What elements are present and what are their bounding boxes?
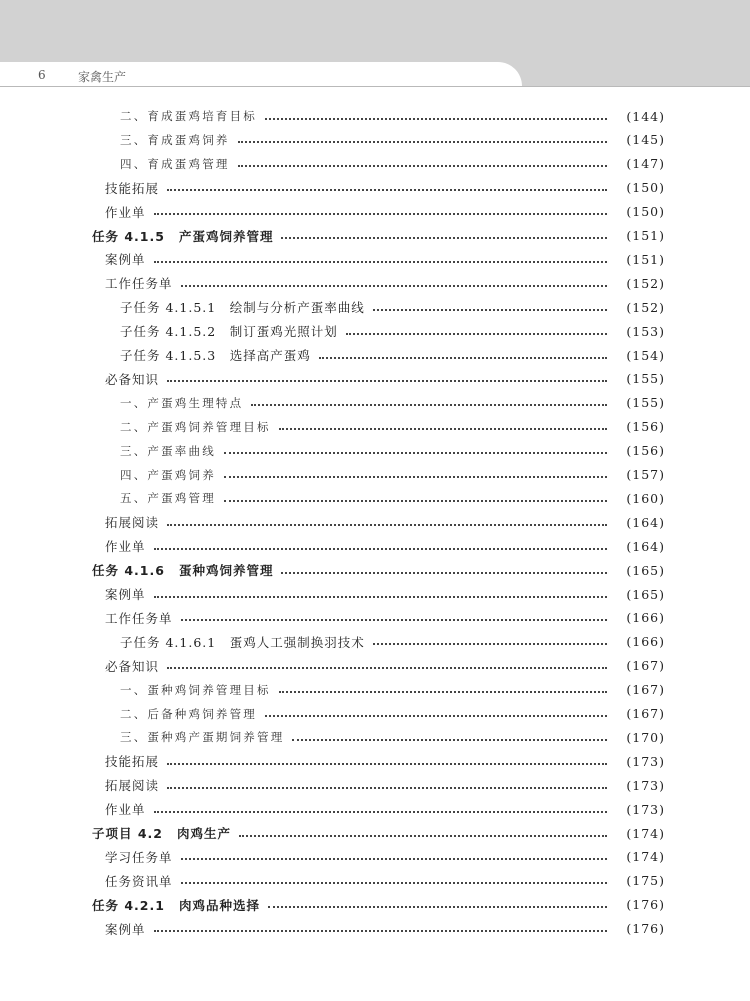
toc-page-number: (165)	[626, 562, 665, 578]
toc-leader-dots	[154, 260, 607, 263]
toc-page-number: (151)	[626, 251, 665, 267]
toc-page-number: (145)	[626, 132, 665, 148]
toc-row[interactable]	[0, 153, 750, 175]
toc-row[interactable]	[0, 464, 750, 486]
toc-row[interactable]	[0, 105, 750, 127]
toc-row[interactable]	[0, 583, 750, 605]
toc-leader-dots	[181, 881, 607, 884]
toc-entry-number: 任务 4.1.6	[92, 563, 165, 579]
toc-row[interactable]	[0, 320, 750, 342]
toc-page-number: (166)	[626, 610, 665, 626]
header-rule	[0, 86, 750, 87]
toc-leader-dots	[181, 284, 607, 287]
toc-entry-title: 子任务 4.1.6.1 蛋鸡人工强制换羽技术	[120, 634, 365, 650]
toc-leader-dots	[154, 212, 607, 215]
toc-entry-title: 作业单	[105, 539, 146, 555]
toc-entry-title: 任务资讯单	[105, 873, 173, 889]
toc-entry-title: 二、后备种鸡饲养管理	[120, 706, 257, 721]
toc-entry-title: 子任务 4.1.5.2 制订蛋鸡光照计划	[120, 324, 338, 340]
toc-row[interactable]	[0, 846, 750, 868]
toc-leader-dots	[265, 714, 607, 717]
toc-row[interactable]	[0, 225, 750, 247]
toc-page-number: (144)	[626, 108, 665, 124]
toc-page-number: (147)	[626, 156, 665, 172]
toc-row[interactable]	[0, 679, 750, 701]
toc-page-number: (150)	[626, 204, 665, 220]
toc-row[interactable]	[0, 535, 750, 557]
toc-row[interactable]	[0, 918, 750, 940]
toc-leader-dots	[154, 547, 607, 550]
toc-row[interactable]	[0, 392, 750, 414]
toc-page-number: (176)	[626, 897, 665, 913]
toc-page-number: (156)	[626, 419, 665, 435]
toc-entry-title: 三、蛋种鸡产蛋期饲养管理	[120, 730, 285, 745]
toc-leader-dots	[281, 571, 607, 574]
toc-entry-title: 五、产蛋鸡管理	[120, 491, 216, 506]
toc-entry-title: 二、育成蛋鸡培育目标	[120, 109, 257, 123]
toc-row[interactable]	[0, 248, 750, 270]
toc-entry-title: 三、产蛋率曲线	[120, 443, 216, 458]
toc-row[interactable]	[0, 703, 750, 725]
toc-row[interactable]	[0, 416, 750, 438]
toc-page-number: (157)	[626, 467, 665, 482]
toc-row[interactable]	[0, 774, 750, 796]
toc-row[interactable]	[0, 822, 750, 844]
toc-entry-title: 工作任务单	[105, 610, 173, 626]
toc-page-number: (175)	[626, 873, 665, 889]
toc-page-number: (152)	[626, 299, 665, 315]
toc-entry-title	[92, 227, 273, 245]
toc-entry-title: 作业单	[105, 204, 146, 220]
toc-entry-name: 肉鸡生产	[177, 826, 232, 841]
toc-leader-dots	[154, 810, 607, 813]
toc-page-number: (167)	[626, 658, 665, 674]
toc-leader-dots	[167, 786, 607, 789]
toc-row[interactable]	[0, 511, 750, 533]
toc-row[interactable]	[0, 631, 750, 653]
toc-leader-dots	[167, 188, 607, 191]
toc-page-number: (160)	[626, 490, 665, 506]
toc-leader-dots	[239, 834, 607, 837]
toc-row[interactable]	[0, 870, 750, 892]
toc-page-number: (174)	[626, 825, 665, 841]
toc-row[interactable]	[0, 726, 750, 748]
toc-entry-title: 四、育成蛋鸡管理	[120, 156, 230, 171]
toc-row[interactable]	[0, 344, 750, 366]
toc-entry-title: 工作任务单	[105, 276, 173, 292]
toc-page-number: (151)	[626, 228, 665, 243]
toc-entry-title: 子任务 4.1.5.3 选择高产蛋鸡	[120, 348, 311, 363]
toc-leader-dots	[154, 929, 607, 932]
toc-page-number: (154)	[626, 347, 665, 363]
toc-entry-title: 四、产蛋鸡饲养	[120, 467, 216, 482]
toc-entry-title: 技能拓展	[105, 754, 160, 770]
page-number: 6	[38, 68, 46, 82]
toc-leader-dots	[238, 164, 607, 167]
toc-leader-dots	[238, 140, 607, 143]
toc-entry-title: 一、产蛋鸡生理特点	[120, 395, 244, 410]
toc-leader-dots	[319, 356, 607, 359]
toc-leader-dots	[373, 642, 607, 645]
toc-leader-dots	[251, 403, 607, 406]
toc-page-number: (152)	[626, 275, 665, 291]
toc-entry-title: 作业单	[105, 802, 146, 818]
toc-entry-title: 技能拓展	[105, 180, 160, 196]
toc-leader-dots	[154, 595, 607, 598]
toc-entry-title: 拓展阅读	[105, 515, 160, 531]
toc-row[interactable]	[0, 129, 750, 151]
toc-row[interactable]	[0, 296, 750, 318]
toc-entry-title: 必备知识	[105, 371, 160, 387]
toc-leader-dots	[224, 499, 607, 502]
toc-row[interactable]	[0, 655, 750, 677]
toc-entry-name: 产蛋鸡饲养管理	[178, 228, 274, 244]
toc-row[interactable]	[0, 559, 750, 581]
toc-page-number: (167)	[626, 706, 665, 721]
toc-entry-number: 任务 4.1.5	[92, 228, 165, 244]
toc-entry-title: 案例单	[105, 587, 146, 602]
toc-row[interactable]	[0, 272, 750, 294]
toc-leader-dots	[281, 236, 607, 239]
toc-entry-number: 任务 4.2.1	[92, 897, 165, 913]
toc-row[interactable]	[0, 798, 750, 820]
toc-row[interactable]	[0, 487, 750, 509]
toc-leader-dots	[279, 690, 607, 693]
toc-leader-dots	[373, 308, 607, 311]
toc-entry-title: 学习任务单	[105, 849, 173, 865]
toc-leader-dots	[167, 523, 607, 526]
toc-entry-title: 案例单	[105, 252, 146, 268]
toc-page-number: (170)	[626, 729, 665, 745]
toc-row[interactable]	[0, 201, 750, 223]
toc-leader-dots	[268, 905, 607, 908]
toc-row[interactable]	[0, 368, 750, 390]
toc-entry-title: 子任务 4.1.5.1 绘制与分析产蛋率曲线	[120, 300, 365, 316]
toc-leader-dots	[181, 618, 607, 621]
toc-entry-name: 蛋种鸡饲养管理	[178, 563, 274, 579]
toc-entry-title: 拓展阅读	[105, 778, 160, 794]
toc-entry-name: 肉鸡品种选择	[178, 897, 260, 913]
toc-leader-dots	[292, 738, 607, 741]
toc-page-number: (155)	[626, 395, 665, 411]
toc-row[interactable]	[0, 607, 750, 629]
toc-leader-dots	[265, 117, 607, 120]
book-title: 家禽生产	[78, 70, 127, 84]
toc-page-number: (173)	[626, 801, 665, 817]
toc-leader-dots	[167, 379, 607, 382]
toc-page-number: (166)	[626, 634, 665, 650]
toc-page-number: (167)	[626, 682, 665, 698]
toc-leader-dots	[279, 427, 607, 430]
toc-page-number: (173)	[626, 777, 665, 793]
toc-page-number: (153)	[626, 323, 665, 339]
toc-page-number: (156)	[626, 443, 665, 459]
toc-entry-title: 必备知识	[105, 658, 160, 674]
toc-entry-title	[92, 561, 273, 579]
toc-page-number: (164)	[626, 538, 665, 554]
toc-row[interactable]	[0, 750, 750, 772]
toc-entry-title	[92, 824, 231, 842]
toc-leader-dots	[346, 332, 607, 335]
toc-entry-number: 子项目 4.2	[92, 826, 163, 841]
toc-entry-title: 一、蛋种鸡饲养管理目标	[120, 682, 271, 697]
toc-leader-dots	[167, 666, 607, 669]
toc-page-number: (173)	[626, 753, 665, 769]
toc-entry-title: 案例单	[105, 921, 146, 937]
toc-row[interactable]	[0, 894, 750, 916]
toc-entry-title: 三、育成蛋鸡饲养	[120, 132, 230, 147]
toc-leader-dots	[224, 451, 607, 454]
toc-page-number: (165)	[626, 586, 665, 602]
toc-leader-dots	[181, 857, 607, 860]
toc-entry-title: 二、产蛋鸡饲养管理目标	[120, 419, 271, 434]
toc-page-number: (174)	[626, 849, 665, 865]
toc-entry-title	[92, 896, 260, 914]
toc-page-number: (150)	[626, 180, 665, 196]
toc-page-number: (155)	[626, 371, 665, 387]
toc-row[interactable]	[0, 440, 750, 462]
toc-page-number: (176)	[626, 921, 665, 937]
toc-leader-dots	[167, 762, 607, 765]
toc-page-number: (164)	[626, 514, 665, 530]
toc-row[interactable]	[0, 177, 750, 199]
toc-leader-dots	[224, 475, 607, 478]
